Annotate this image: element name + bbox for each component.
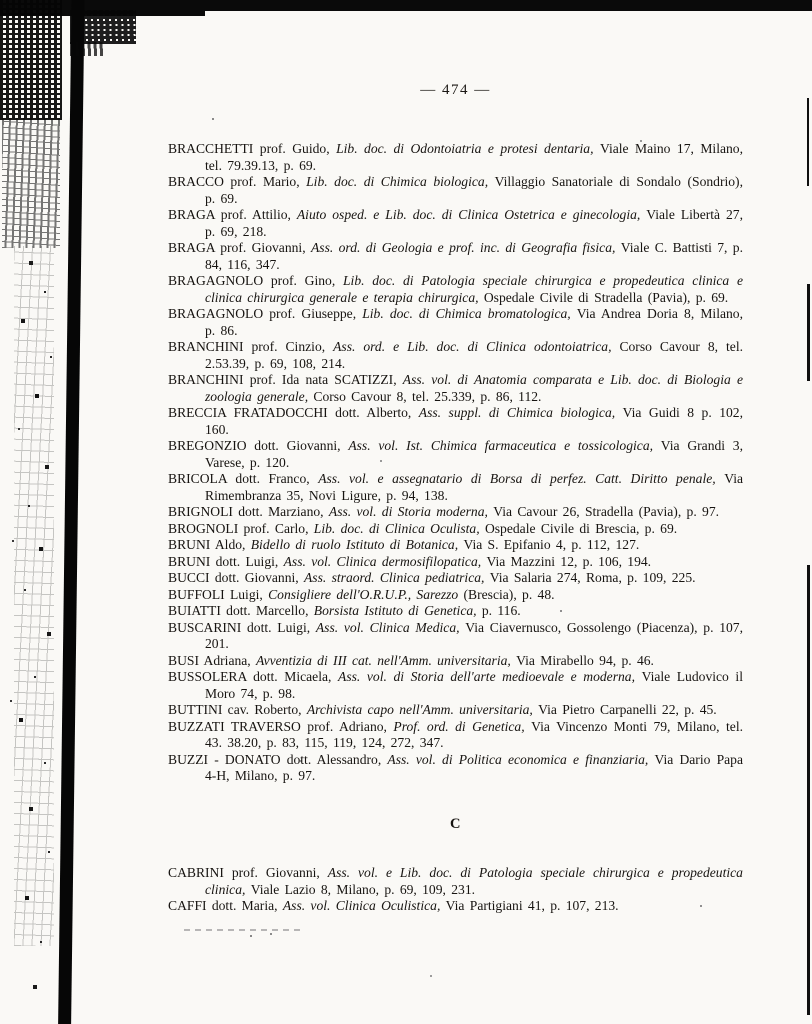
- scan-corner-blob-tail: [70, 42, 104, 56]
- entry-text: Via Dario Papa 4-H, Milano, p. 97.: [205, 751, 743, 783]
- page-number: — 474 —: [420, 82, 491, 98]
- entry-text: CAFFI dott. Maria,: [168, 898, 283, 913]
- entry-text: Villaggio Sanatoriale di Sondalo (Sondrio), p. 69.: [205, 174, 743, 206]
- entry-text: (Brescia), p. 48.: [463, 586, 555, 602]
- entry-text: BRANCHINI prof. Ida nata SCATIZZI,: [168, 372, 403, 387]
- entry-text: BRACCO prof. Mario,: [168, 174, 307, 189]
- directory-entry: [168, 669, 743, 702]
- entry-role-italic: Lib. doc. di Chimica bromatologica,: [362, 306, 577, 321]
- entry-text: BUFFOLI Luigi,: [168, 586, 269, 602]
- entry-text: BRAGAGNOLO prof. Gino,: [168, 273, 343, 288]
- entry-role-italic: Ass. vol. Clinica Medica,: [315, 619, 466, 635]
- scan-speckles: [0, 0, 2, 2]
- entry-text: BRUNI Aldo,: [168, 537, 251, 552]
- entry-text: BUIATTI dott. Marcello,: [168, 603, 314, 618]
- entry-role-italic: Ass. vol. di Politica economica e finanziaria,: [387, 751, 655, 767]
- entry-text: Via Cavour 26, Stradella (Pavia), p. 97.: [493, 504, 720, 519]
- entry-role-italic: Lib. doc. di Chimica biologica,: [306, 174, 495, 189]
- entry-text: Viale Ludovico il Moro 74, p. 98.: [205, 669, 743, 701]
- entry-role-italic: Ass. vol. di Anatomia comparata e Lib. doc. di Biologia e zoologia generale,: [205, 372, 743, 404]
- entry-text: Corso Cavour 8, tel. 2.53.39, p. 69, 108, 214.: [205, 339, 743, 371]
- entry-text: BUSI Adriana,: [168, 652, 257, 668]
- entry-role-italic: Ass. vol. e Lib. doc. di Patologia speciale chirurgica e propedeutica clinica,: [205, 865, 743, 897]
- entry-role-italic: Lib. doc. di Patologia speciale chirurgica e propedeutica clinica e clinica chirurgica generale e terapia chirurgica,: [205, 273, 743, 305]
- binding-noise-mid: [2, 118, 60, 248]
- entry-text: Ospedale Civile di Stradella (Pavia), p. 69.: [483, 289, 729, 305]
- entry-text: BRAGAGNOLO prof. Giuseppe,: [168, 306, 363, 321]
- entry-role-italic: Archivista capo nell'Amm. universitaria,: [306, 702, 539, 717]
- entry-text: p. 116.: [481, 603, 521, 618]
- entry-text: Via Partigiani 41, p. 107, 213.: [445, 898, 619, 913]
- entry-role-italic: Aiuto osped. e Lib. doc. di Clinica Ostetrica e ginecologia,: [296, 207, 647, 222]
- entry-text: BRACCHETTI prof. Guido,: [168, 141, 337, 156]
- entry-text: BRUNI dott. Luigi,: [168, 553, 284, 569]
- directory-entry: [168, 372, 743, 405]
- entry-role-italic: Ass. vol. di Storia moderna,: [328, 504, 494, 519]
- entry-role-italic: Ass. suppl. di Chimica biologica,: [418, 405, 623, 420]
- directory-entry: [168, 504, 743, 521]
- directory-section-b: [168, 141, 743, 785]
- entry-text: Via Rimembranza 35, Novi Ligure, p. 94, 138.: [205, 471, 744, 503]
- entry-text: BRAGA prof. Attilio,: [168, 207, 297, 222]
- entry-role-italic: Ass. vol. Clinica dermosifilopatica,: [283, 553, 487, 569]
- entry-text: BRANCHINI prof. Cinzio,: [168, 339, 334, 354]
- directory-entry: [168, 339, 743, 372]
- entry-text: Corso Cavour 8, tel. 25.339, p. 86, 112.: [313, 388, 542, 404]
- entry-role-italic: Ass. ord. e Lib. doc. di Clinica odontoiatrica,: [333, 339, 620, 354]
- entry-text: CABRINI prof. Giovanni,: [168, 865, 328, 880]
- entry-text: Via S. Epifanio 4, p. 112, 127.: [463, 537, 640, 552]
- entry-text: Ospedale Civile di Brescia, p. 69.: [484, 520, 678, 536]
- entry-text: BUSSOLERA dott. Micaela,: [168, 669, 339, 684]
- entry-text: Viale C. Battisti 7, p. 84, 116, 347.: [205, 240, 743, 272]
- directory-entry: [168, 405, 743, 438]
- entry-text: Via Mazzini 12, p. 106, 194.: [486, 553, 652, 569]
- directory-entry: [168, 306, 743, 339]
- directory-entry: [168, 174, 743, 207]
- entry-text: Via Salaria 274, Roma, p. 109, 225.: [489, 570, 696, 585]
- entry-text: BREGONZIO dott. Giovanni,: [168, 438, 349, 453]
- entry-role-italic: Ass. straord. Clinica pediatrica,: [304, 570, 490, 585]
- scan-right-edge-line: [807, 565, 810, 1015]
- section-heading-c: C: [450, 815, 461, 832]
- entry-text: Via Mirabello 94, p. 46.: [516, 652, 654, 668]
- entry-text: Viale Maino 17, Milano, tel. 79.39.13, p. 69.: [205, 141, 743, 173]
- directory-entry: [168, 438, 743, 471]
- directory-entry: [168, 620, 743, 653]
- entry-text: BRECCIA FRATADOCCHI dott. Alberto,: [168, 405, 419, 420]
- entry-text: BUZZI - DONATO dott. Alessandro,: [168, 751, 388, 767]
- entry-text: Via Andrea Doria 8, Milano, p. 86.: [205, 306, 743, 338]
- binding-noise-tail: [14, 246, 54, 946]
- binding-noise-dense: [0, 0, 62, 120]
- entry-text: BUCCI dott. Giovanni,: [168, 570, 304, 585]
- directory-entry: [168, 471, 743, 504]
- directory-entry: [168, 603, 743, 620]
- directory-text-block: [168, 141, 743, 915]
- directory-entry: [168, 240, 743, 273]
- entry-role-italic: Avventizia di III cat. nell'Amm. universitaria,: [256, 652, 517, 668]
- entry-text: Via Guidi 8 p. 102, 160.: [205, 405, 743, 437]
- entry-text: BUZZATI TRAVERSO prof. Adriano,: [168, 718, 394, 734]
- entry-role-italic: Ass. ord. di Geologia e prof. inc. di Geografia fisica,: [310, 240, 621, 255]
- entry-text: Via Vincenzo Monti 79, Milano, tel. 43. 38.20, p. 83, 115, 119, 124, 272, 347.: [205, 718, 743, 750]
- entry-role-italic: Ass. vol. di Storia dell'arte medioevale e moderna,: [338, 669, 642, 684]
- directory-entry: [168, 537, 743, 554]
- directory-entry: [168, 587, 743, 604]
- directory-entry: [168, 141, 743, 174]
- entry-role-italic: Prof. ord. di Genetica,: [393, 718, 532, 734]
- directory-entry: [168, 702, 743, 719]
- entry-role-italic: Ass. vol. Clinica Oculistica,: [282, 898, 446, 913]
- entry-role-italic: Lib. doc. di Odontoiatria e protesi dentaria,: [336, 141, 600, 156]
- entry-role-italic: Consigliere dell'O.R.U.P., Sarezzo: [268, 586, 464, 602]
- entry-role-italic: Borsista Istituto di Genetica,: [313, 603, 482, 618]
- entry-role-italic: Ass. vol. Ist. Chimica farmaceutica e tossicologica,: [348, 438, 661, 453]
- entry-text: BROGNOLI prof. Carlo,: [168, 520, 314, 536]
- entry-text: BRAGA prof. Giovanni,: [168, 240, 311, 255]
- entry-text: BRICOLA dott. Franco,: [168, 471, 319, 486]
- directory-entry: [168, 898, 743, 915]
- binding-bar: [58, 0, 85, 1024]
- entry-text: Via Grandi 3, Varese, p. 120.: [205, 438, 744, 470]
- entry-text: Via Ciavernusco, Gossolengo (Piacenza), p. 107, 201.: [205, 619, 743, 651]
- directory-entry: [168, 752, 743, 785]
- entry-text: BUSCARINI dott. Luigi,: [168, 619, 316, 635]
- entry-text: Viale Lazio 8, Milano, p. 69, 109, 231.: [250, 881, 476, 897]
- directory-entry: [168, 653, 743, 670]
- scan-right-edge-line: [807, 284, 810, 381]
- directory-entry: [168, 273, 743, 306]
- entry-role-italic: Ass. vol. e assegnatario di Borsa di perfez. Catt. Diritto penale,: [318, 471, 725, 486]
- directory-entry: [168, 719, 743, 752]
- directory-entry: [168, 207, 743, 240]
- entry-text: BUTTINI cav. Roberto,: [168, 702, 307, 717]
- directory-entry: [168, 521, 743, 538]
- directory-entry: [168, 865, 743, 898]
- scan-faint-dashes: [184, 929, 302, 931]
- scan-corner-blob: [70, 10, 136, 44]
- entry-role-italic: Lib. doc. di Clinica Oculista,: [313, 520, 485, 536]
- scan-right-edge-line: [807, 98, 809, 186]
- directory-entry: [168, 570, 743, 587]
- entry-text: Viale Libertà 27, p. 69, 218.: [205, 207, 743, 239]
- entry-text: BRIGNOLI dott. Marziano,: [168, 504, 329, 519]
- entry-role-italic: Bidello di ruolo Istituto di Botanica,: [250, 537, 464, 552]
- directory-section-c: [168, 865, 743, 915]
- directory-entry: [168, 554, 743, 571]
- entry-text: Via Pietro Carpanelli 22, p. 45.: [538, 702, 717, 717]
